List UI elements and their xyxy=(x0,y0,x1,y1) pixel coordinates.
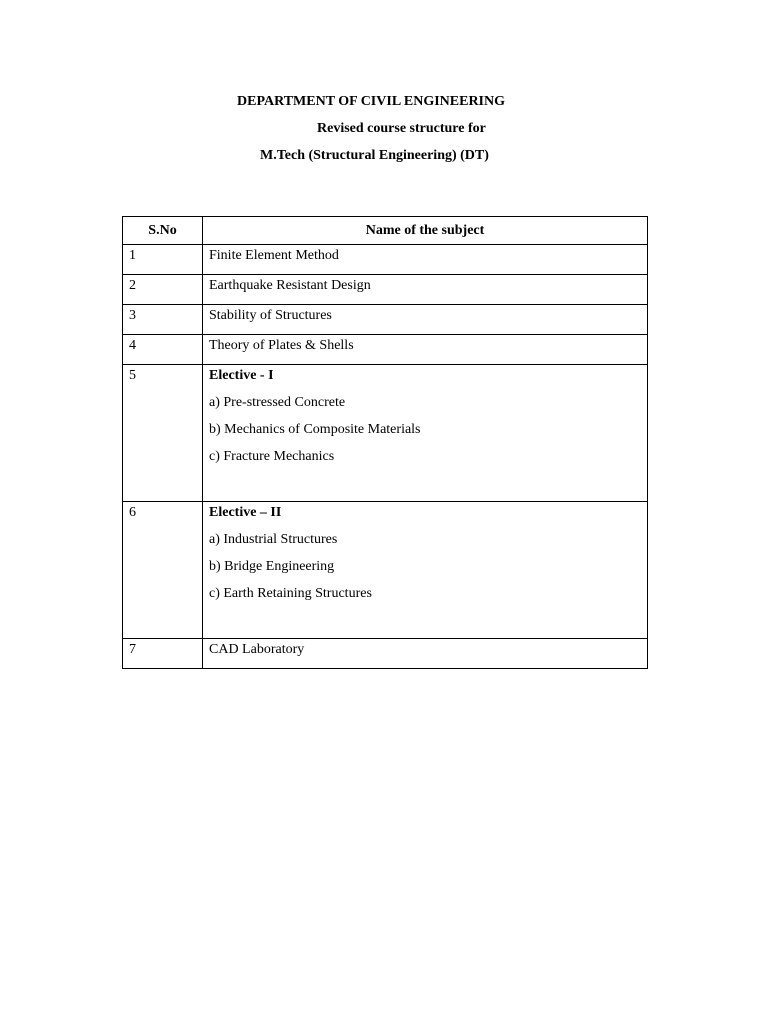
table-row xyxy=(123,275,648,305)
subject-cell xyxy=(203,305,648,335)
subject-name: Theory of Plates & Shells xyxy=(209,338,354,353)
subject-cell xyxy=(203,365,648,502)
course-structure-subtitle: Revised course structure for xyxy=(317,121,486,136)
sno-cell xyxy=(123,275,203,305)
table-row xyxy=(123,639,648,669)
sno-cell xyxy=(123,245,203,275)
subject-cell xyxy=(203,335,648,365)
subject-name: Finite Element Method xyxy=(209,248,339,263)
subject-cell xyxy=(203,275,648,305)
subject-name: Earthquake Resistant Design xyxy=(209,278,371,293)
sno-value: 6 xyxy=(129,505,136,520)
elective-option: b) Mechanics of Composite Materials xyxy=(209,422,421,437)
sno-value: 5 xyxy=(129,368,136,383)
subject-name: CAD Laboratory xyxy=(209,642,305,657)
sno-cell xyxy=(123,639,203,669)
sno-value: 7 xyxy=(129,642,136,657)
programme-title: M.Tech (Structural Engineering) (DT) xyxy=(260,148,489,163)
table-row-elective xyxy=(123,365,648,502)
sno-value: 1 xyxy=(129,248,136,263)
table-row xyxy=(123,335,648,365)
sno-cell xyxy=(123,335,203,365)
elective-title: Elective – II xyxy=(209,505,282,520)
column-header-sno: S.No xyxy=(123,217,203,245)
sno-cell xyxy=(123,502,203,639)
department-title: DEPARTMENT OF CIVIL ENGINEERING xyxy=(237,94,506,109)
elective-option: b) Bridge Engineering xyxy=(209,559,335,574)
subjects-table xyxy=(122,216,648,669)
subject-cell xyxy=(203,639,648,669)
table-row xyxy=(123,305,648,335)
elective-option: a) Industrial Structures xyxy=(209,532,338,547)
table-row xyxy=(123,245,648,275)
elective-option: c) Earth Retaining Structures xyxy=(209,586,372,601)
subject-cell xyxy=(203,245,648,275)
elective-option: c) Fracture Mechanics xyxy=(209,449,335,464)
sno-value: 4 xyxy=(129,338,136,353)
elective-option: a) Pre-stressed Concrete xyxy=(209,395,346,410)
subject-name: Stability of Structures xyxy=(209,308,332,323)
sno-cell xyxy=(123,365,203,502)
table-header-row xyxy=(123,217,648,245)
table-row-elective xyxy=(123,502,648,639)
subject-cell xyxy=(203,502,648,639)
elective-title: Elective - I xyxy=(209,368,274,383)
column-header-subject: Name of the subject xyxy=(203,217,648,245)
sno-value: 3 xyxy=(129,308,136,323)
sno-cell xyxy=(123,305,203,335)
sno-value: 2 xyxy=(129,278,136,293)
